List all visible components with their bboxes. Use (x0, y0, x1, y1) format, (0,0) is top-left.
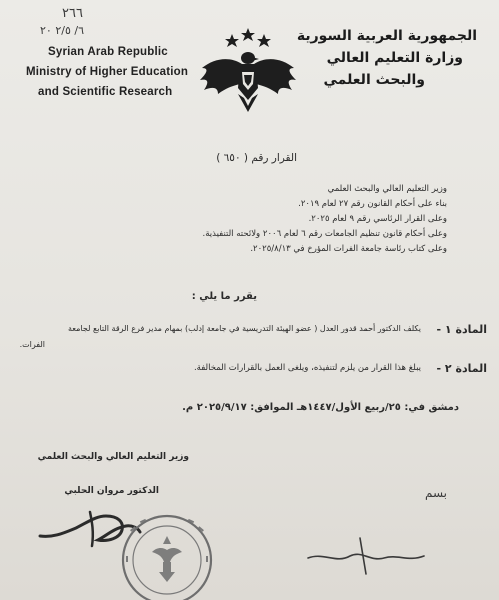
article-1-text-cont: الفرات. (19, 340, 45, 349)
decision-title: القرار رقم ( ٦٥٠ ) (216, 152, 297, 164)
signatory-title: وزير التعليم العالي والبحث العلمي (37, 452, 189, 462)
ref-number: ٢٦٦ (62, 6, 83, 21)
article-2-label: المادة ٢ - (436, 362, 487, 375)
preamble-line: بناء على أحكام القانون رقم ٢٧ لعام ٢٠١٩. (298, 199, 447, 209)
handwritten-scribble (300, 528, 440, 584)
preamble-line: وزير التعليم العالي والبحث العلمي (327, 184, 447, 194)
preamble-line: وعلى أحكام قانون تنظيم الجامعات رقم ٦ لعام ٢٠٠٦ ولائحته التنفيذية. (202, 229, 447, 239)
header-en-ministry: Ministry of Higher Education (26, 66, 189, 78)
article-1-text: يكلف الدكتور أحمد قدور العدل ( عضو الهيئة التدريسية في جامعة إدلب) بمهام مدير فرع الرقة التابع لجامعة (67, 324, 421, 333)
decides-heading: يقرر ما يلي : (191, 291, 257, 302)
ref-date: ٦/ ٢/٥ ٢٠ (40, 24, 84, 37)
header-ar-research: والبحث العلمي (323, 72, 425, 88)
header-ar-country: الجمهورية العربية السورية (296, 28, 477, 44)
syrian-eagle-emblem (196, 24, 300, 116)
preamble-line: وعلى كتاب رئاسة جامعة الفرات المؤرخ في ٢٠٢٥/٨/١٣. (250, 244, 447, 254)
header-en-country: Syrian Arab Republic (48, 46, 168, 58)
official-stamp (112, 508, 222, 600)
article-1-label: المادة ١ - (436, 323, 487, 336)
article-2-text: يبلغ هذا القرار من يلزم لتنفيذه، ويلغى العمل بالقرارات المخالفة. (193, 363, 421, 373)
signatory-name: الدكتور مروان الحلبي (64, 486, 159, 496)
header-en-research: and Scientific Research (38, 86, 173, 98)
date-line: دمشق في: ٢٥/ربيع الأول/١٤٤٧هـ الموافق: ٢٠٢٥/٩/١٧ م. (182, 402, 459, 413)
preamble-line: وعلى القرار الرئاسي رقم ٩ لعام ٢٠٢٥. (308, 214, 447, 224)
handwritten-note: بسم (424, 486, 447, 500)
header-ar-ministry: وزارة التعليم العالي (326, 50, 463, 66)
